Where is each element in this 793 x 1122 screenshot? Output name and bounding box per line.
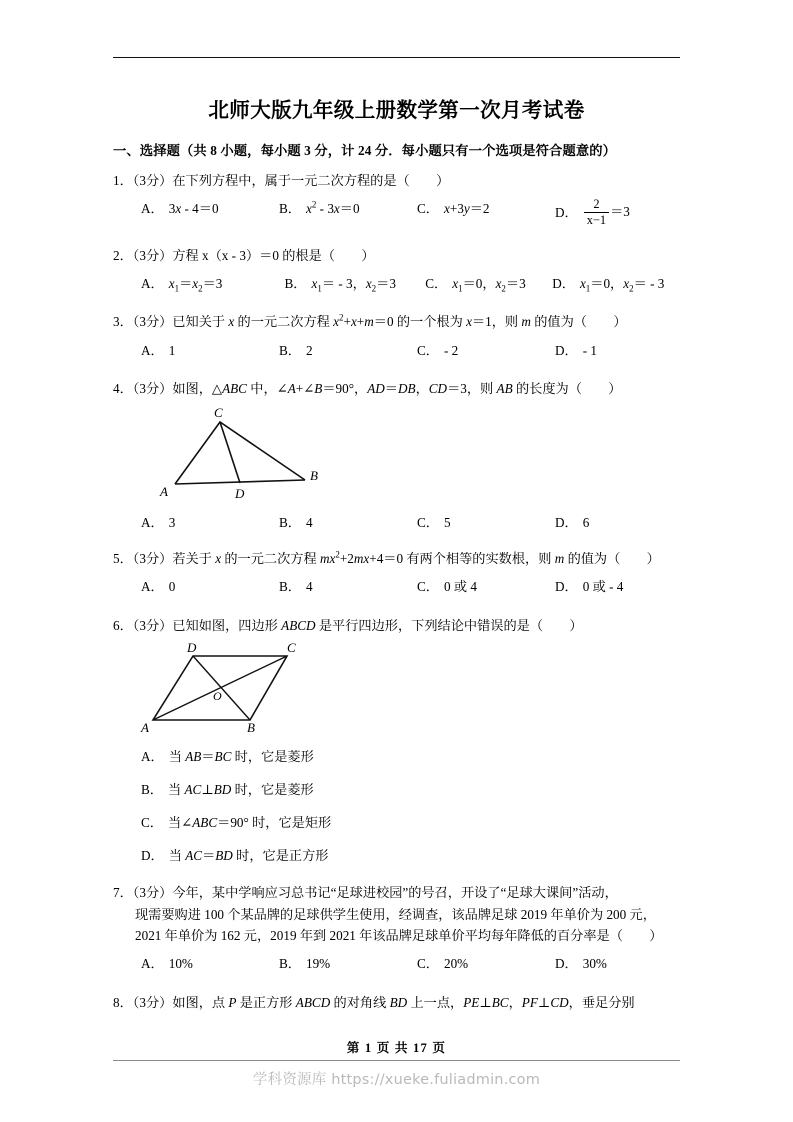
option-5-b[interactable]: B． 4 <box>279 579 313 595</box>
question-5-number: 5 <box>113 551 120 567</box>
option-1-c[interactable]: C． x+3y＝2 <box>417 201 490 217</box>
question-3-stem: 3．（3分）已知关于 x 的一元二次方程 $x^2+x+m=0$ 的一个根为 x＝1，则 m 的值为（ ） <box>113 313 627 330</box>
option-7-c[interactable]: C． 20% <box>417 956 469 972</box>
option-6-b[interactable]: B． 当 AC⊥BD 时，它是菱形 <box>141 782 314 798</box>
vertex-label-a: A <box>141 720 149 733</box>
section-heading: 一、选择题（共 8 小题，每小题 3 分，计 24 分．每小题只有一个选项是符合题意的） <box>113 143 617 158</box>
page-title: 北师大版九年级上册数学第一次月考试卷 <box>208 100 585 122</box>
vertex-label-a: A <box>160 483 168 499</box>
option-6-a[interactable]: A． 当 AB＝BC 时，它是菱形 <box>141 749 314 765</box>
question-1 <box>113 170 693 229</box>
option-1-d[interactable]: D． $\frac{2}{x-1}$ ＝3 <box>555 197 630 227</box>
question-6-options <box>113 746 693 864</box>
option-4-d[interactable]: D． 6 <box>555 514 590 530</box>
question-2-marks: （3分） <box>132 247 173 263</box>
question-2-number: 2 <box>113 247 120 263</box>
question-4-options <box>113 512 693 534</box>
option-1-a[interactable]: A． 3x - 4＝0 <box>141 201 219 217</box>
footer-page-number: 第 1 页 共 17 页 <box>346 1041 447 1055</box>
question-5-options <box>113 576 693 598</box>
option-6-d[interactable]: D． 当 AC＝BD 时，它是正方形 <box>141 848 329 864</box>
question-6 <box>113 615 693 864</box>
question-7 <box>113 882 693 976</box>
option-2-a[interactable]: A． $x_1=x_2=3$ <box>141 276 223 294</box>
question-1-marks: （3分） <box>132 173 173 188</box>
question-1-number: 1 <box>113 173 120 188</box>
option-3-d[interactable]: D． - 1 <box>555 342 598 358</box>
question-7-number: 7 <box>113 885 120 901</box>
option-6-c[interactable]: C． 当∠ABC＝90° 时，它是矩形 <box>141 815 332 831</box>
question-1-stem: 1．（3分）在下列方程中，属于一元二次方程的是（ ） <box>113 173 450 188</box>
question-2-options <box>113 273 693 295</box>
option-4-c[interactable]: C． 5 <box>417 514 451 530</box>
question-3-options <box>113 340 693 362</box>
question-7-line-2: 现需要购进 100 个某品牌的足球供学生使用，经调查，该品牌足球 2019 年单价为 200 元， <box>135 906 656 922</box>
question-5-stem: 5．（3分）若关于 x 的一元二次方程 $mx^2+2mx+4=0$ 有两个相等的实数根，则 m 的值为（ ） <box>113 549 660 567</box>
vertex-label-o: O <box>213 689 222 704</box>
option-5-a[interactable]: A． 0 <box>141 579 176 595</box>
vertex-label-d: D <box>235 485 245 501</box>
header-divider <box>113 57 680 58</box>
option-3-a[interactable]: A． 1 <box>141 342 176 358</box>
option-7-a[interactable]: A． 10% <box>141 956 193 972</box>
question-3 <box>113 311 693 362</box>
option-2-c[interactable]: C． $x_1=0$，$x_2=3$ <box>425 276 526 294</box>
option-5-d[interactable]: D． 0 或 - 4 <box>555 579 624 595</box>
vertex-label-c: C <box>287 640 296 656</box>
question-2-stem: 2．（3分）方程 x（x - 3）＝0 的根是（ ） <box>113 247 375 263</box>
vertex-label-d: D <box>187 640 197 656</box>
question-6-stem: 6．（3分）已知如图，四边形 ABCD 是平行四边形，下列结论中错误的是（ ） <box>113 617 583 633</box>
option-3-b[interactable]: B． 2 <box>279 342 313 358</box>
question-8-stem: 8．（3分）如图，点 P 是正方形 ABCD 的对角线 BD 上一点，PE⊥BC，PF⊥CD，垂足分别 <box>113 994 635 1010</box>
question-8-number: 8 <box>113 994 120 1010</box>
option-2-b[interactable]: B． $x_1= - 3$，$x_2=3$ <box>284 276 396 294</box>
option-4-a[interactable]: A． 3 <box>141 514 176 530</box>
footer-divider <box>113 1060 680 1061</box>
question-3-marks: （3分） <box>132 314 173 330</box>
question-2 <box>113 245 693 296</box>
vertex-label-b: B <box>247 720 255 733</box>
option-3-c[interactable]: C． - 2 <box>417 342 459 358</box>
question-4-number: 4 <box>113 381 120 397</box>
figure-triangle-abc <box>113 404 693 502</box>
figure-parallelogram-abcd <box>113 640 693 732</box>
option-7-b[interactable]: B． 19% <box>279 956 331 972</box>
question-6-number: 6 <box>113 617 120 633</box>
question-6-marks: （3分） <box>132 617 173 633</box>
vertex-label-c: C <box>214 404 223 420</box>
question-7-line-3: 2021 年单价为 162 元，2019 年到 2021 年该品牌足球单价平均每年降低的百分率是（ ） <box>135 928 663 943</box>
question-8 <box>113 992 693 1013</box>
option-5-c[interactable]: C． 0 或 4 <box>417 579 477 595</box>
question-8-marks: （3分） <box>132 994 173 1010</box>
question-1-text: 在下列方程中，属于一元二次方程的是（ ） <box>172 173 450 188</box>
question-5 <box>113 548 693 599</box>
option-1-b[interactable]: B． $x^2 - 3x=0$ <box>279 199 360 217</box>
vertex-label-b: B <box>310 467 318 483</box>
question-4-stem: 4．（3分）如图，△ABC 中，∠A+∠B＝90°，AD＝DB，CD＝3，则 AB 的长度为（ ） <box>113 381 622 397</box>
question-7-line-1: 今年，某中学响应习总书记“足球进校园”的号召，开设了“足球大课间”活动， <box>172 885 618 901</box>
question-2-text: 方程 x（x - 3）＝0 的根是（ ） <box>172 247 375 263</box>
question-7-options <box>113 953 693 975</box>
question-5-marks: （3分） <box>132 551 173 567</box>
questions-container <box>113 170 693 1013</box>
option-4-b[interactable]: B． 4 <box>279 514 313 530</box>
triangle-abc-diagram <box>135 404 325 502</box>
option-2-d[interactable]: D． $x_1=0$，$x_2= - 3$ <box>552 276 665 294</box>
question-3-number: 3 <box>113 314 120 330</box>
question-1-options <box>113 198 693 228</box>
parallelogram-abcd-diagram <box>135 640 320 732</box>
question-4 <box>113 378 693 534</box>
question-7-marks: （3分） <box>132 885 173 901</box>
watermark-text: 学科资源库 https://xueke.fuliadmin.com <box>252 1072 541 1088</box>
question-7-stem: 7．（3分）今年，某中学响应习总书记“足球进校园”的号召，开设了“足球大课间”活动， 现需要购进 100 个某品牌的足球供学生使用，经调查，该品牌足球 2019 年单价为 200 元， 2021 年单价为 162 元，2019 年到 2021 年该品牌足球单价平均每年降低的百分率是（ ） <box>113 882 693 946</box>
option-7-d[interactable]: D． 30% <box>555 956 607 972</box>
question-4-marks: （3分） <box>132 381 173 397</box>
